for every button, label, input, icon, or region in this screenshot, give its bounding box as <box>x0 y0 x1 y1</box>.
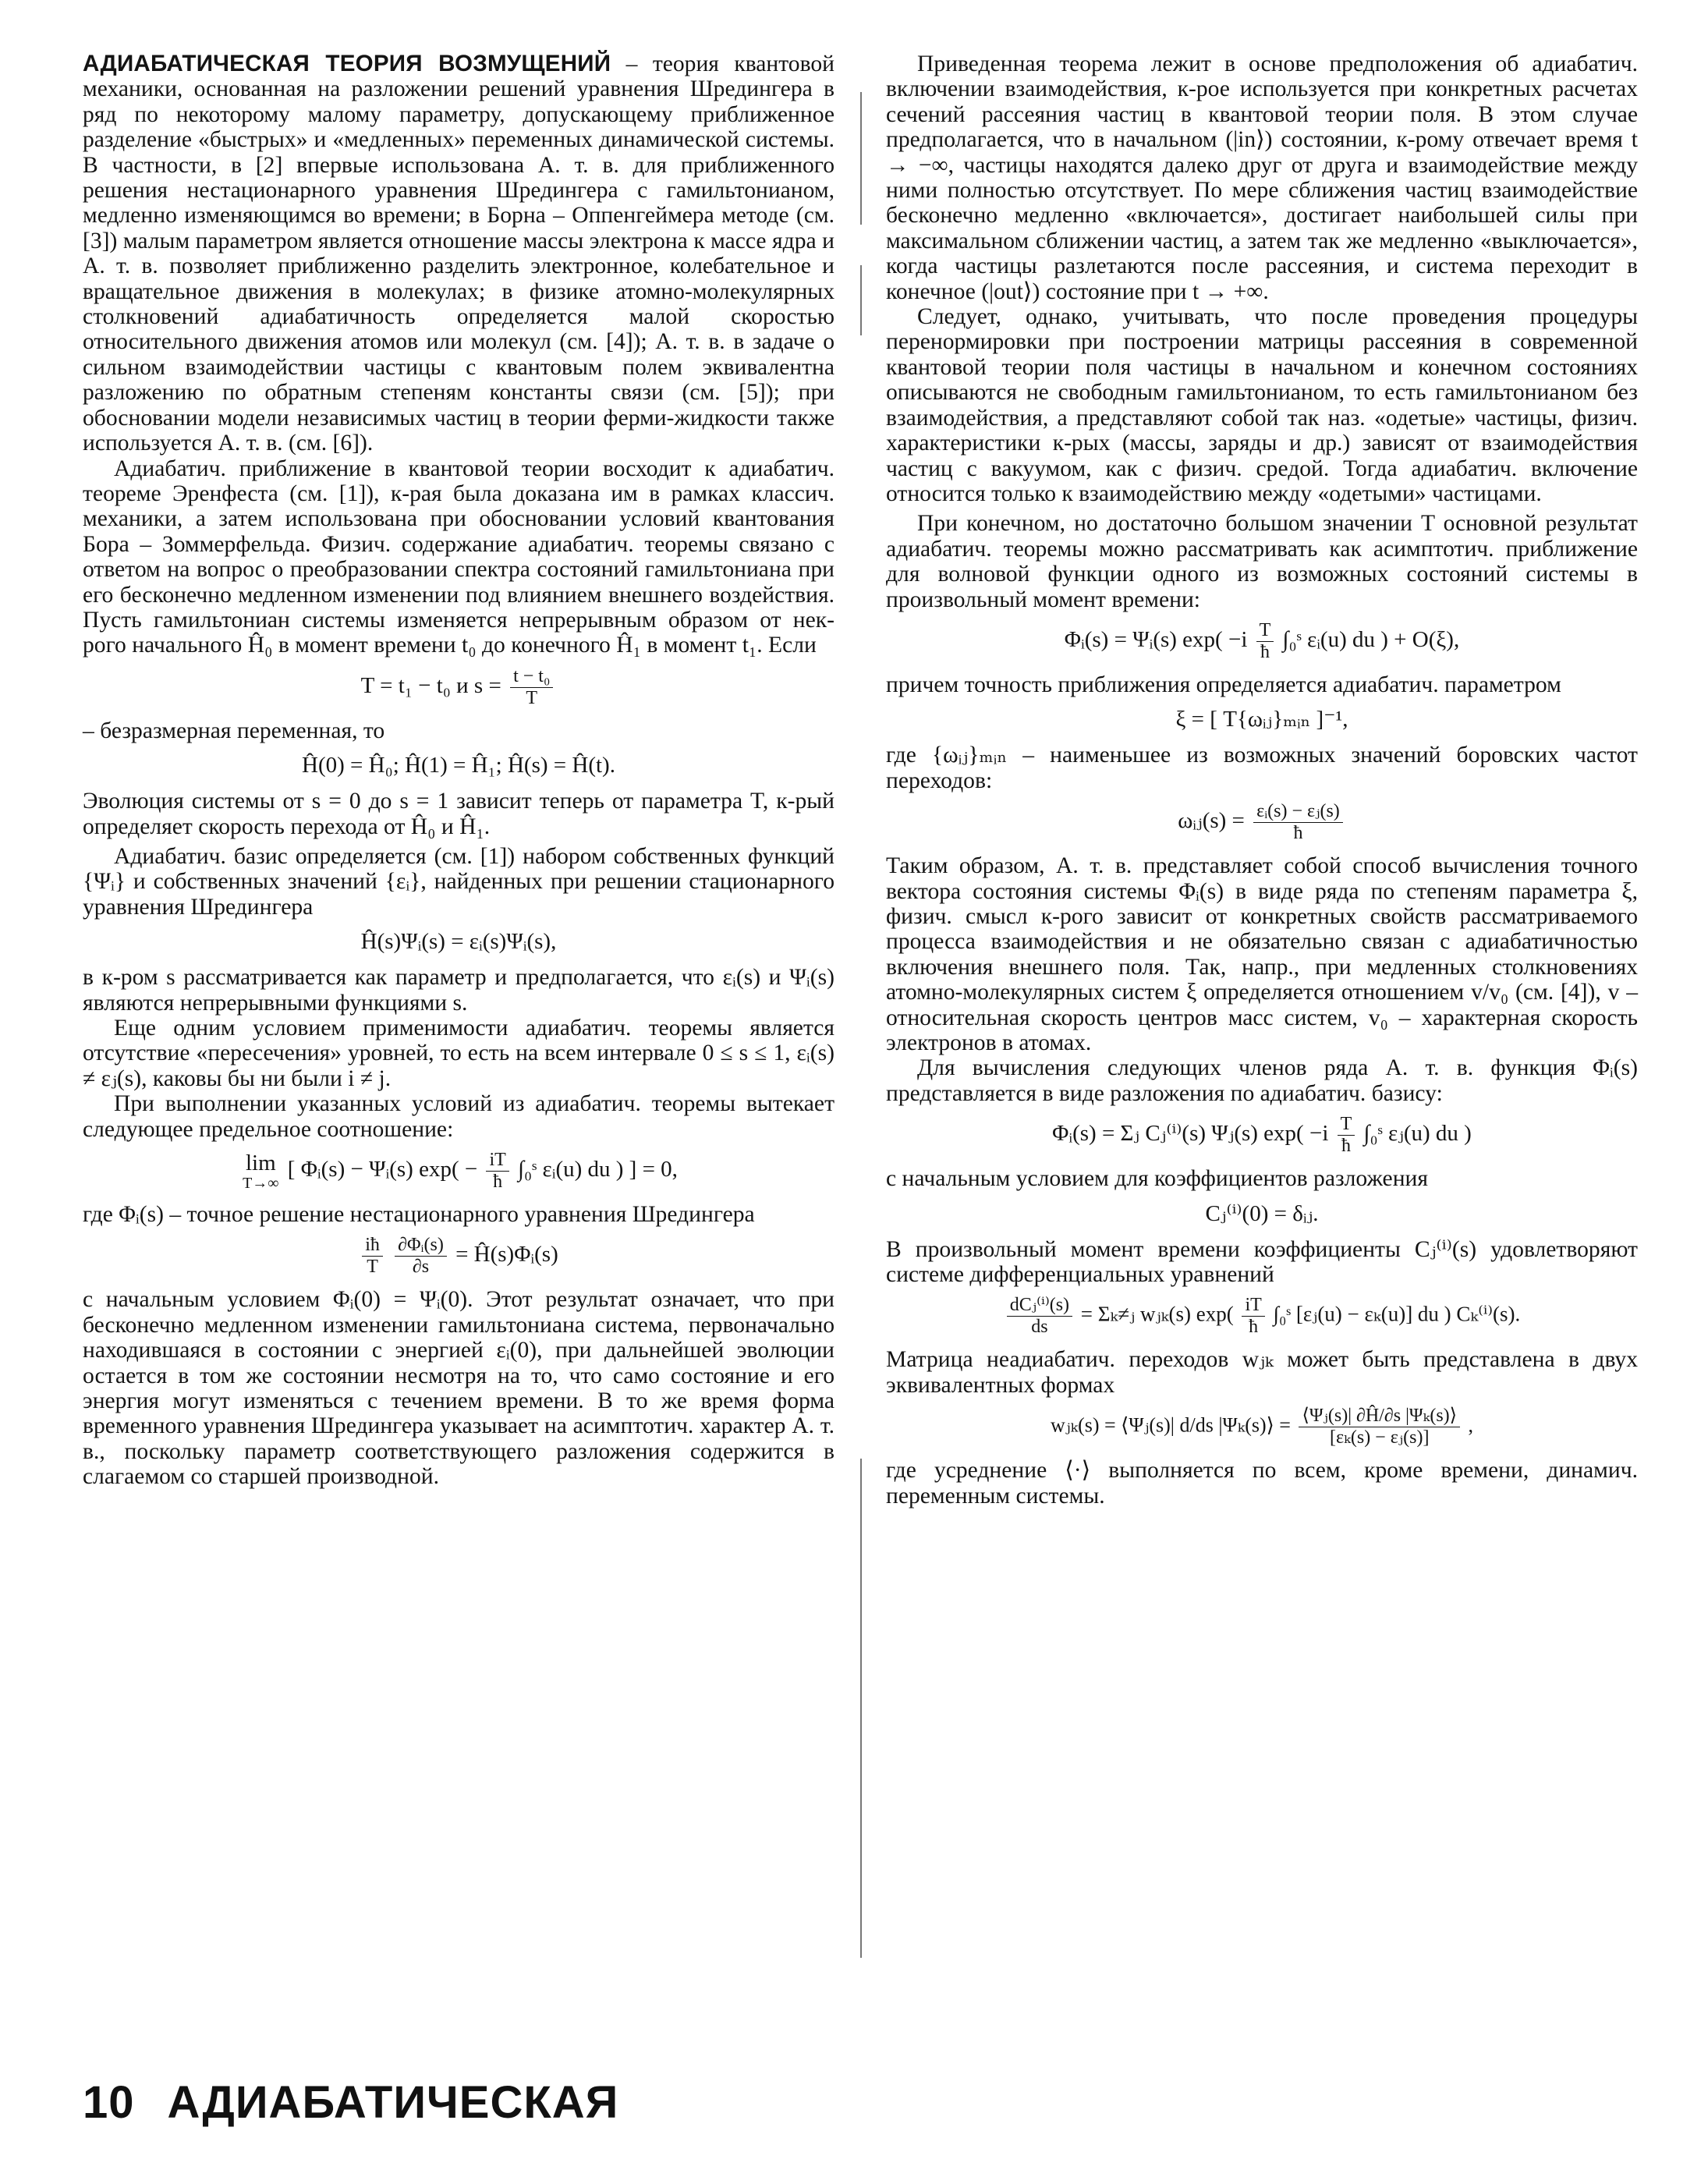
left-paragraph-4: Эволюция системы от s = 0 до s = 1 зависит теперь от параметра T, к-рый определяет скорость перехода от Ĥ₀ и Ĥ₁. <box>83 789 835 839</box>
column-rule <box>860 265 862 335</box>
fraction: $\frac{iT}{ħ}$ <box>1242 1295 1264 1338</box>
left-paragraph-2: Адиабатич. приближение в квантовой теории восходит к адиабатич. теореме Эренфеста (см. [1]), к-рая была доказана им в рамках классич. механики, а затем использована при обосновании условий квантования Бора – Зоммерфельда. Физич. содержание адиабатич. теоремы связано с ответом на вопрос о преобразовании спектра состояний гамильтониана при его бесконечно медленном изменении под влиянием внешнего воздействия. Пусть гамильтониан системы изменяется непрерывным образом от нек-рого начального Ĥ₀ в момент времени t₀ до конечного Ĥ₁ в момент t₁. Если <box>83 456 835 658</box>
fraction: $\frac{\text{t − t₀}}{T}$ <box>510 666 553 709</box>
formula-stationary-schrodinger: Ĥ(s)Ψᵢ(s) = εᵢ(s)Ψᵢ(s), <box>360 929 557 955</box>
formula-adiabatic-parameter: ξ = [ T{ωᵢⱼ}ₘᵢₙ ]⁻¹, <box>1175 707 1348 732</box>
left-paragraph-6: в к-ром s рассматривается как параметр и предполагается, что εᵢ(s) и Ψᵢ(s) являются непрерывными функциями s. <box>83 965 835 1016</box>
formula-T-s-definition: T = t₁ − t₀ и s = $\frac{\text{t − t₀}}{T}$ <box>83 666 835 709</box>
limit-operator: lim T→∞ <box>243 1150 279 1192</box>
right-column <box>886 51 1638 1509</box>
left-paragraph-9: где Φᵢ(s) – точное решение нестационарного уравнения Шредингера <box>83 1202 755 1228</box>
right-paragraph-5: где {ωᵢⱼ}ₘᵢₙ – наименьшее из возможных значений боровских частот переходов: <box>886 743 1638 793</box>
page-footer <box>83 2078 618 2128</box>
left-column <box>83 51 835 1490</box>
formula-initial-condition: Cⱼ⁽ⁱ⁾(0) = δᵢⱼ. <box>1205 1200 1319 1226</box>
formula-limit-relation: lim T→∞ [ Φᵢ(s) − Ψᵢ(s) exp( − $\frac{iT}{ħ}$ ∫₀ˢ εᵢ(u) du ) ] = 0, <box>243 1150 678 1193</box>
fraction: $\frac{iT}{ħ}$ <box>486 1150 509 1193</box>
formula-nonadiabatic-matrix: wⱼₖ(s) = ⟨Ψⱼ(s)| d/ds |Ψₖ(s)⟩ = $\frac{\text{⟨Ψⱼ(s)| ∂Ĥ/∂s |Ψₖ(s)⟩}}{\text{[εₖ(s) − εⱼ(s)]}}$ , <box>1050 1406 1474 1448</box>
column-rule <box>860 92 862 225</box>
formula-nonstationary-schrodinger: $\frac{iħ}{T}$ $\frac{\text{∂Φᵢ(s)}}{\partial s}$ = Ĥ(s)Φᵢ(s) <box>83 1235 835 1278</box>
left-paragraph-8: При выполнении указанных условий из адиабатич. теоремы вытекает следующее предельное соотношение: <box>83 1091 835 1142</box>
fraction: $\frac{\text{dCⱼ⁽ⁱ⁾(s)}}{ds}$ <box>1007 1295 1072 1338</box>
formula-bohr-frequency: ωᵢⱼ(s) = $\frac{\text{εᵢ(s) − εⱼ(s)}}{ħ}$ <box>886 801 1638 844</box>
right-paragraph-9: В произвольный момент времени коэффициенты Cⱼ⁽ⁱ⁾(s) удовлетворяют системе дифференциальных уравнений <box>886 1236 1638 1288</box>
fraction: $\frac{\text{⟨Ψⱼ(s)| ∂Ĥ/∂s |Ψₖ(s)⟩}}{\text{[εₖ(s) − εⱼ(s)]}}$ <box>1299 1406 1460 1448</box>
page-number: 10 <box>83 2077 135 2128</box>
left-intro-text: – теория квантовой механики, основанная на разложении решений уравнения Шредингера в ряд по некоторому малому параметру, допускающему приближенное разделение «быстрых» и «медленных» переменных динамической системы. В частности, в [2] впервые использована А. т. в. для приближенного решения нестационарного уравнения Шредингера с гамильтонианом, медленно изменяющимся во времени; в Борна – Оппенгеймера методе (см. [3]) малым параметром является отношение массы электрона к массе ядра и А. т. в. позволяет приближенно разделить электронное, колебательное и вращательное движения в молекулах; в физике атомно-молекулярных столкновений адиабатичность определяется малой скоростью относительного движения атомов или молекул (см. [4]); А. т. в. в задаче о сильном взаимодействии частицы с квантовым полем эквивалентна разложению по обратным степеням константы связи (см. [5]); при обосновании модели независимых частиц в теории ферми-жидкости также используется А. т. в. (см. [6]). <box>83 51 835 456</box>
right-paragraph-1: Приведенная теорема лежит в основе предположения об адиабатич. включении взаимодействия, к-рое используется при конкретных расчетах сечений рассеяния частиц в квантовой теории поля. В этом случае предполагается, что в начальном (|in⟩) состоянии, к-рому отвечает время t → −∞, частицы находятся далеко друг от друга и взаимодействие между ними полностью отсутствует. По мере сближения частиц взаимодействие бесконечно медленно «включается», достигает наибольшей силы при максимальном сближении частиц, а затем так же медленно «выключается», когда частицы разлетаются после рассеяния, и система переходит в конечное (|out⟩) состояние при t → +∞. <box>886 51 1638 304</box>
fraction: $\frac{\text{∂Φᵢ(s)}}{\partial s}$ <box>395 1235 447 1278</box>
fraction: $\frac{\text{εᵢ(s) − εⱼ(s)}}{ħ}$ <box>1253 801 1343 844</box>
formula-coefficient-equations: $\frac{\text{dCⱼ⁽ⁱ⁾(s)}}{ds}$ = Σₖ≠ⱼ wⱼₖ(s) exp( $\frac{iT}{ħ}$ ∫₀ˢ [εⱼ(u) − εₖ(u)] du ) Cₖ⁽ⁱ⁾(s). <box>886 1295 1638 1338</box>
formula-adiabatic-expansion: Φᵢ(s) = Σⱼ Cⱼ⁽ⁱ⁾(s) Ψⱼ(s) exp( −i $\frac{T}{ħ}$ ∫₀ˢ εⱼ(u) du ) <box>1052 1114 1472 1157</box>
formula-asymptotic-approximation: Φᵢ(s) = Ψᵢ(s) exp( −i $\frac{T}{ħ}$ ∫₀ˢ εᵢ(u) du ) + O(ξ), <box>1064 619 1460 662</box>
right-paragraph-6: Таким образом, А. т. в. представляет собой способ вычисления точного вектора состояния системы Φᵢ(s) в виде ряда по степеням параметра ξ, физич. смысл к-рого зависит от конкретных свойств рассматриваемого процесса взаимодействия и не обязательно связан с адиабатичностью включения внешнего поля. Так, напр., при медленных столкновениях атомно-молекулярных систем ξ определяется отношением v/v₀ (см. [4]), v – относительная скорость центров масс систем, v₀ – характерная скорость электронов в атомах. <box>886 853 1638 1055</box>
fraction: $\frac{T}{ħ}$ <box>1256 620 1274 663</box>
right-paragraph-2: Следует, однако, учитывать, что после проведения процедуры перенормировки при построении матрицы рассеяния в современной квантовой теории поля частицы в начальном и конечном состояниях описываются не свободным гамильтонианом, то есть гамильтонианом без взаимодействия, а представляют собой так наз. «одетые» частицы, физич. характеристики к-рых (массы, заряды и др.) зависят от взаимодействия частиц с вакуумом, как с физич. средой. Тогда адиабатич. включение относится только к взаимодействию между «одетыми» частицами. <box>886 304 1638 506</box>
fraction: $\frac{iħ}{T}$ <box>362 1235 383 1278</box>
right-paragraph-4: причем точность приближения определяется адиабатич. параметром <box>886 672 1561 697</box>
right-paragraph-11: где усреднение ⟨·⟩ выполняется по всем, кроме времени, динамич. переменным системы. <box>886 1458 1638 1509</box>
formula-hamiltonian-boundaries: Ĥ(0) = Ĥ₀; Ĥ(1) = Ĥ₁; Ĥ(s) = Ĥ(t). <box>302 753 615 778</box>
column-rule <box>860 1459 862 1958</box>
left-paragraph-10: с начальным условием Φᵢ(0) = Ψᵢ(0). Этот результат означает, что при бесконечно медленном изменении гамильтониана система, первоначально находившаяся в состоянии с энергией εᵢ(0), при дальнейшей эволюции остается в том же состоянии несмотря на то, что само состояние и его энергия могут изменяться с течением времени. В то же время форма временного уравнения Шредингера указывает на асимптотич. характер А. т. в., поскольку параметр соответствующего разложения содержится в слагаемом со старшей производной. <box>83 1287 835 1490</box>
right-paragraph-3: При конечном, но достаточно большом значении T основной результат адиабатич. теоремы можно рассматривать как асимптотич. приближение для волновой функции одного из возможных состояний системы в произвольный момент времени: <box>886 511 1638 612</box>
running-head: АДИАБАТИЧЕСКАЯ <box>167 2077 619 2128</box>
article-title: АДИАБАТИЧЕСКАЯ ТЕОРИЯ ВОЗМУЩЕНИЙ <box>83 51 611 76</box>
right-paragraph-8: с начальным условием для коэффициентов разложения <box>886 1166 1428 1192</box>
right-paragraph-10: Матрица неадиабатич. переходов wⱼₖ может быть представлена в двух эквивалентных формах <box>886 1347 1638 1398</box>
left-paragraph-3: – безразмерная переменная, то <box>83 718 385 743</box>
fraction: $\frac{T}{ħ}$ <box>1338 1114 1355 1157</box>
left-paragraph-5: Адиабатич. базис определяется (см. [1]) набором собственных функций {Ψᵢ} и собственных значений {εᵢ}, найденных при решении стационарного уравнения Шредингера <box>83 843 835 920</box>
right-paragraph-7: Для вычисления следующих членов ряда А. т. в. функция Φᵢ(s) представляется в виде разложения по адиабатич. базису: <box>886 1055 1638 1106</box>
left-paragraph-1 <box>83 51 835 456</box>
left-paragraph-7: Еще одним условием применимости адиабатич. теоремы является отсутствие «пересечения» уровней, то есть на всем интервале 0 ≤ s ≤ 1, εᵢ(s) ≠ εⱼ(s), каковы бы ни были i ≠ j. <box>83 1016 835 1091</box>
